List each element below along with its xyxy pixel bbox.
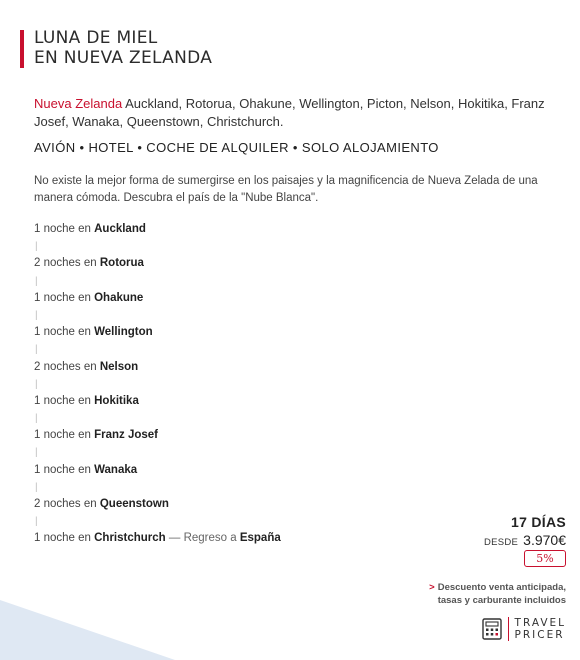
stop-nights: 1 noche en <box>34 532 95 545</box>
intro-paragraph: No existe la mejor forma de sumergirse en los paisajes y la magnificencia de Nueva Zelada de una manera cómoda. Descubra el país de la "Nube Blanca". <box>34 175 538 204</box>
services-line: AVIÓN • HOTEL • COCHE DE ALQUILER • SOLO ALOJAMIENTO <box>34 140 439 155</box>
itinerary-stop <box>34 221 281 238</box>
stop-city: Wanaka <box>94 463 138 476</box>
price-value: 3.970€ <box>523 532 566 548</box>
stop-nights: 1 noche en <box>34 291 95 304</box>
stop-nights: 2 noches en <box>34 360 100 373</box>
itinerary-separator: | <box>35 447 38 459</box>
itinerary-list <box>34 221 281 548</box>
stop-nights: 1 noche en <box>34 394 95 407</box>
stop-nights: 1 noche en <box>34 223 95 235</box>
stop-nights: 2 noches en <box>34 498 100 510</box>
calculator-icon <box>482 618 502 640</box>
itinerary-stop <box>34 530 281 547</box>
itinerary-stop <box>34 462 281 479</box>
logo-line-2: PRICER <box>514 629 565 641</box>
discount-badge: 5% <box>524 550 566 567</box>
itinerary-separator: | <box>35 275 38 287</box>
stop-city: Hokitika <box>94 394 139 407</box>
logo-line-1: TRAVEL <box>514 617 566 629</box>
logo-text <box>515 617 566 641</box>
title-accent-bar <box>20 30 24 68</box>
page-title <box>34 28 212 68</box>
title-line-1: LUNA DE MIEL <box>34 28 158 48</box>
itinerary-stop <box>34 290 281 307</box>
itinerary-stop <box>34 393 281 410</box>
logo-divider <box>508 617 509 641</box>
discount-note <box>429 581 566 607</box>
stop-city: Nelson <box>99 360 139 373</box>
stop-city: Wellington <box>94 326 153 339</box>
stop-nights: 2 noches en <box>34 257 100 270</box>
stop-nights: 1 noche en <box>34 429 95 442</box>
itinerary-stop <box>34 427 281 444</box>
stop-city: Queenstown <box>99 498 169 510</box>
destination-region: Nueva Zelanda <box>34 96 123 111</box>
itinerary-separator: | <box>35 481 38 493</box>
stop-nights: 1 noche en <box>34 326 95 339</box>
stop-city: Christchurch <box>94 532 166 545</box>
itinerary-stop <box>34 359 281 376</box>
travel-pricer-logo <box>482 617 566 641</box>
itinerary-stop <box>34 255 281 272</box>
stop-nights: 1 noche en <box>34 463 95 476</box>
stop-city: Rotorua <box>99 257 144 270</box>
stop-city: Auckland <box>94 223 146 235</box>
itinerary-stop <box>34 324 281 341</box>
stop-city: Ohakune <box>94 291 144 304</box>
itinerary-separator: | <box>35 241 38 253</box>
itinerary-separator: | <box>35 378 38 390</box>
itinerary-separator: | <box>35 413 38 425</box>
destination-cities: Auckland, Rotorua, Ohakune, Wellington, Picton, Nelson, Hokitika, Franz Josef, Wanaka, Queenstown, Christchurch. <box>34 96 545 129</box>
itinerary-separator: | <box>35 309 38 321</box>
destination-line <box>34 95 564 131</box>
return-country: España <box>239 532 281 545</box>
trip-duration: 17 DÍAS <box>510 514 566 530</box>
discount-line-2: tasas y carburante incluidos <box>437 595 566 606</box>
itinerary-separator: | <box>35 516 38 528</box>
discount-line-1: Descuento venta anticipada, <box>437 582 566 593</box>
return-text: — Regreso a <box>165 532 240 545</box>
itinerary-stop <box>34 496 281 513</box>
stop-city: Franz Josef <box>94 429 159 442</box>
price-row <box>484 532 566 548</box>
price-from-label: DESDE <box>483 537 519 548</box>
itinerary-separator: | <box>35 344 38 356</box>
title-line-2: EN NUEVA ZELANDA <box>34 48 213 68</box>
chevron-right-icon: > <box>429 582 435 593</box>
